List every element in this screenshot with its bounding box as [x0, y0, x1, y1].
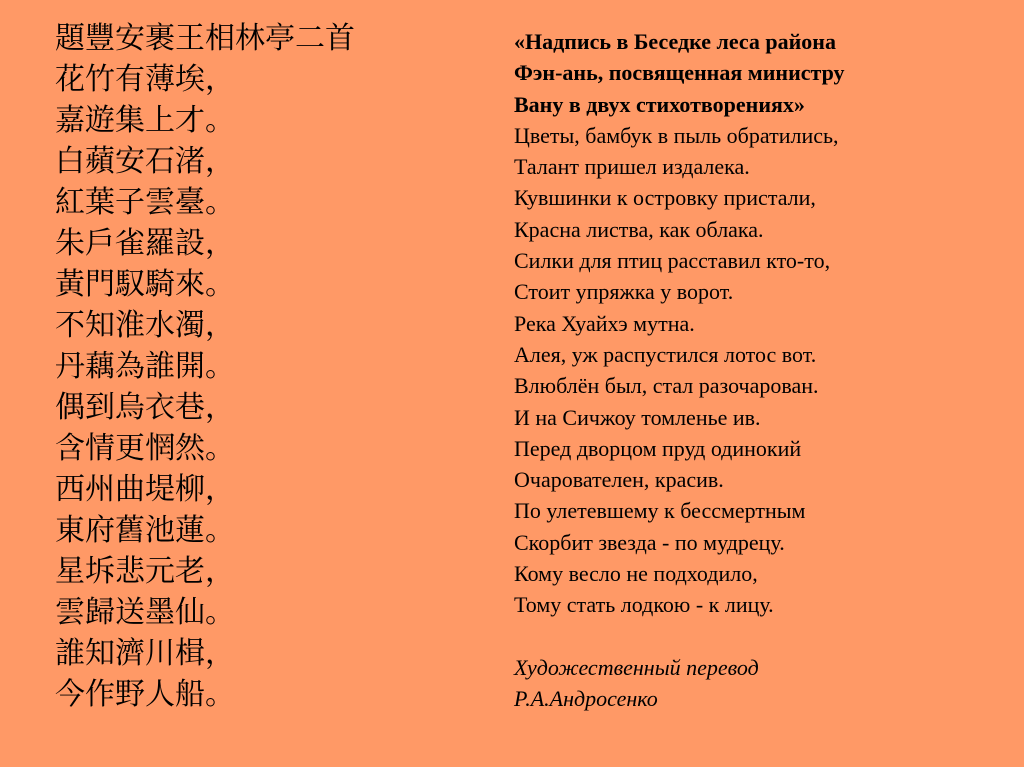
chinese-poem-line: 雲歸送墨仙。	[55, 595, 235, 630]
translation-line: Река Хуайхэ мутна.	[514, 310, 695, 336]
chinese-poem-line: 朱戶雀羅設，	[55, 226, 235, 261]
translation-line: Силки для птиц расставил кто-то,	[514, 248, 831, 274]
translator-credit-line: Художественный перевод	[514, 654, 759, 680]
chinese-poem-line: 西州曲堤柳，	[55, 472, 235, 507]
translation-line: Красна листва, как облака.	[514, 216, 764, 242]
translation-title-line: «Надпись в Беседке леса района	[514, 29, 836, 54]
chinese-poem-line: 含情更惘然。	[55, 431, 235, 466]
chinese-poem-line: 嘉遊集上才。	[55, 103, 235, 138]
chinese-poem-line: 星坼悲元老，	[55, 554, 235, 589]
translation-title-line: Вану в двух стихотворениях»	[514, 91, 805, 117]
translation-line: Перед дворцом пруд одинокий	[514, 435, 802, 461]
translation-title-line: Фэн-ань, посвященная министру	[514, 60, 845, 86]
translation-line: Стоит упряжка у ворот.	[514, 279, 734, 305]
chinese-poem-line: 黃門馭騎來。	[55, 267, 235, 302]
chinese-poem	[55, 18, 495, 715]
chinese-poem-title: 題豐安裹王相林亭二首	[55, 21, 355, 56]
translation-line: Кому весло не подходило,	[514, 561, 758, 587]
translation-line: Очарователен, красив.	[514, 467, 724, 493]
translation-line: Алея, уж распустился лотос вот.	[514, 341, 817, 367]
chinese-poem-line: 東府舊池蓮。	[55, 513, 235, 548]
translation-line: И на Сичжоу томленье ив.	[514, 404, 761, 430]
chinese-poem-line: 白蘋安石渚，	[55, 144, 235, 179]
translation-line: По улетевшему к бессмертным	[514, 498, 806, 524]
translation-line: Тому стать лодкою - к лицу.	[514, 592, 774, 618]
russian-translation	[514, 26, 1014, 714]
spacer	[514, 621, 1014, 652]
translation-line: Скорбит звезда - по мудрецу.	[514, 529, 785, 555]
chinese-poem-line: 誰知濟川楫，	[55, 636, 235, 671]
chinese-poem-line: 花竹有薄埃，	[55, 62, 235, 97]
translation-line: Кувшинки к островку пристали,	[514, 185, 816, 211]
translation-line: Цветы, бамбук в пыль обратились,	[514, 122, 839, 148]
chinese-poem-line: 不知淮水濁，	[55, 308, 235, 343]
chinese-poem-line: 今作野人船。	[55, 677, 235, 712]
translation-line: Влюблён был, стал разочарован.	[514, 373, 819, 399]
translator-credit-line: Р.А.Андросенко	[514, 685, 658, 711]
translation-line: Талант пришел издалека.	[514, 154, 750, 180]
chinese-poem-line: 紅葉子雲臺。	[55, 185, 235, 220]
chinese-poem-line: 偶到烏衣巷，	[55, 390, 235, 425]
chinese-poem-line: 丹藕為誰開。	[55, 349, 235, 384]
